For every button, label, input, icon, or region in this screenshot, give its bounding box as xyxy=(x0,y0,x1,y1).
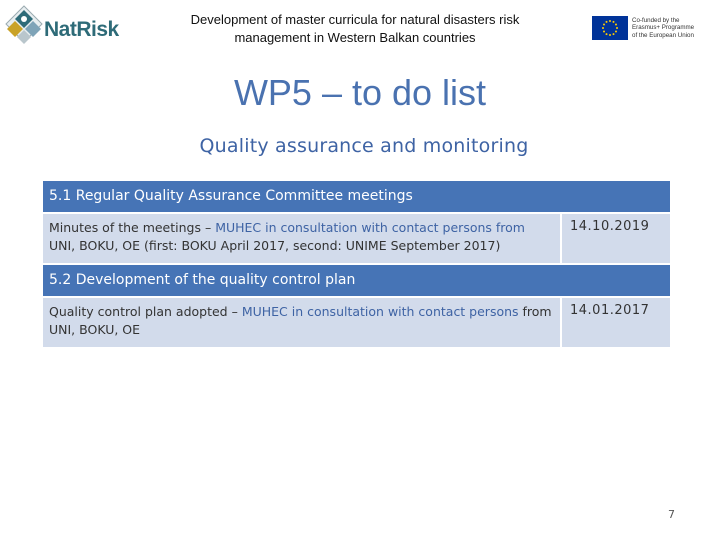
table-row xyxy=(43,298,670,347)
header-line-1: Development of master curricula for natural disasters risk xyxy=(190,12,520,27)
logo-text: NatRisk xyxy=(44,18,119,41)
eu-flag-icon xyxy=(592,16,628,40)
task-detail: UNI, BOKU, OE (first: BOKU April 2017, second: UNIME September 2017) xyxy=(49,238,501,253)
diamond-logo-icon xyxy=(4,4,44,48)
task-lead: Quality control plan adopted – xyxy=(49,304,242,319)
task-detail: from UNI, BOKU, OE xyxy=(49,304,552,337)
eu-text-line-3: of the European Union xyxy=(632,31,694,39)
task-responsible: MUHEC in consultation with contact persons from xyxy=(215,220,525,235)
eu-text-line-2: Erasmus+ Programme xyxy=(632,24,695,32)
task-responsible: MUHEC in consultation with contact persons xyxy=(241,304,519,319)
natrisk-logo xyxy=(4,4,119,48)
page-number: 7 xyxy=(668,508,675,521)
eu-text-line-1: Co-funded by the xyxy=(632,17,680,24)
section-heading-5-2: 5.2 Development of the quality control plan xyxy=(43,265,670,296)
task-date: 14.01.2017 xyxy=(562,298,670,347)
slide-title: WP5 – to do list xyxy=(233,72,487,113)
task-description xyxy=(43,298,560,347)
eu-cofunded-logo xyxy=(592,16,702,40)
task-description xyxy=(43,214,560,263)
eu-cofunded-text xyxy=(632,17,704,39)
table-row xyxy=(43,214,670,263)
task-lead: Minutes of the meetings – xyxy=(49,220,216,235)
header-line-2: management in Western Balkan countries xyxy=(234,30,476,45)
section-heading-5-1: 5.1 Regular Quality Assurance Committee meetings xyxy=(43,181,670,212)
project-header xyxy=(180,11,530,47)
task-date: 14.10.2019 xyxy=(562,214,670,263)
slide-subtitle: Quality assurance and monitoring xyxy=(199,135,529,157)
